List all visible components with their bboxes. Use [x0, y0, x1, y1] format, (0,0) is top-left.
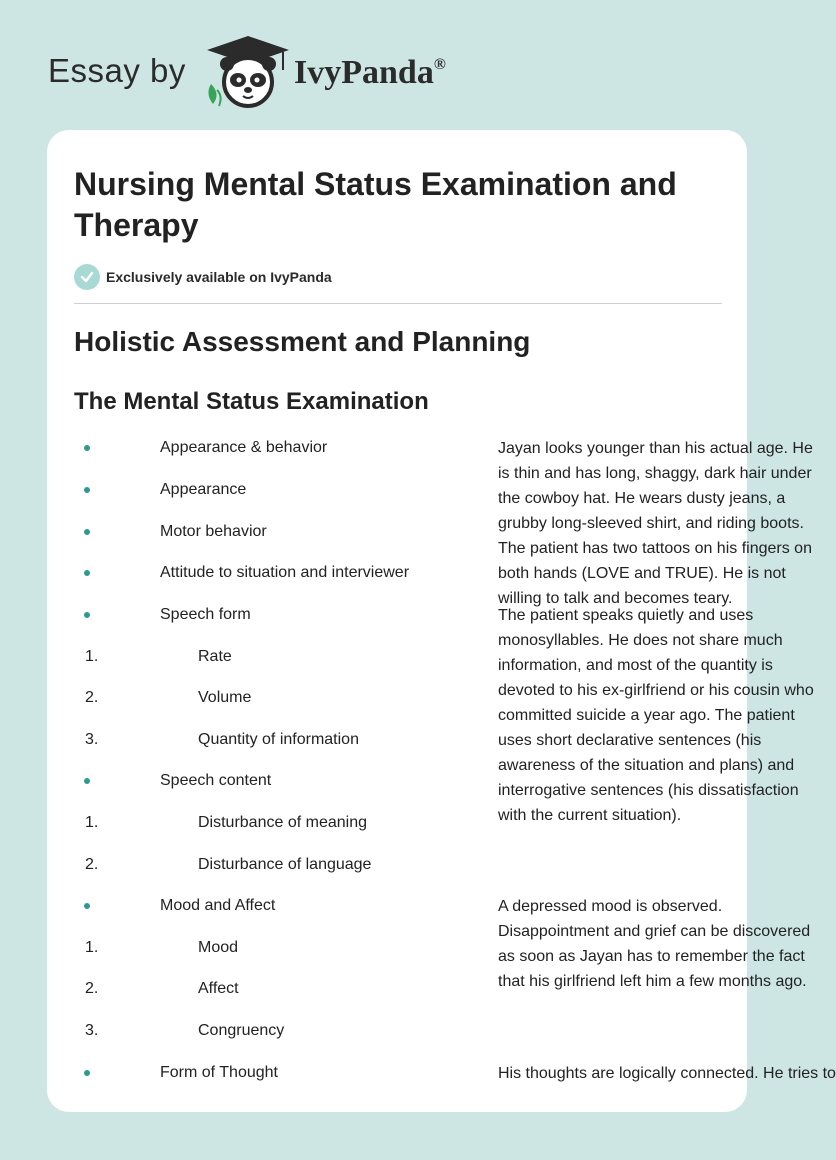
bullet — [84, 778, 90, 784]
panda-logo-icon — [203, 34, 293, 110]
description-mood: A depressed mood is observed. Disappointment and grief can be discovered as soon as Jayan has to remember the fact that his girlfriend left him a few months ago. — [498, 898, 811, 990]
description-thought: His thoughts are logically connected. He tries to — [498, 1065, 836, 1082]
bullet — [84, 1070, 90, 1076]
site-header — [48, 34, 548, 114]
bullet — [84, 487, 90, 493]
article-card: Nursing Mental Status Examination and Therapy Exclusively available on IvyPanda Holistic Assessment and Planning The Mental Status Examination Appearance & behavior Appearance Motor behavior Attitude to situation and interviewer Speech form 1. Rate 2. Volume 3. Quantity of information Speech content 1. Disturbance of meaning 2. Disturbance of language Mood and Affect 1. Mood 2. Affect 3. Congruency Form of Thought Jayan looks younger than his actual age. He is thin and has long, shaggy, dark hair under the cowboy hat. He wears dusty jeans, a grubby long-sleeved shirt, and riding boots. The patient has two tattoos on his fingers on both hands (LOVE and TRUE). He is not willing to talk and becomes teary. The patient speaks quietly and uses monosyllables. He does not share much information, and most of the quantity is devoted to his ex-girlfriend or his cousin who committed suicide a year ago. The patient uses short declarative sentences (his awareness of the situation and plans) and interrogative sentences (his dissatisfaction with the current situation). A depressed mood is observed. Disappointment and grief can be discovered as soon as Jayan has to remember the fact that his girlfriend left him a few months ago. His thoughts are logically connected. He tries to — [47, 130, 747, 1112]
bullet — [84, 445, 90, 451]
section-heading: Holistic Assessment and Planning — [74, 326, 531, 357]
bullet — [84, 612, 90, 618]
badge-text: Exclusively available on IvyPanda — [106, 269, 332, 285]
brand-name: IvyPanda® — [294, 54, 446, 91]
description-speech: The patient speaks quietly and uses monosyllables. He does not share much information, and most of the quantity is devoted to his ex-girlfriend or his cousin who committed suicide a year ago. The patient uses short declarative sentences (his awareness of the situation and plans) and interrogative sentences (his dissatisfaction with the current situation). — [498, 607, 814, 824]
bullet — [84, 529, 90, 535]
exclusive-badge — [74, 263, 332, 291]
page-title: Nursing Mental Status Examination and Therapy — [74, 166, 677, 243]
check-icon — [74, 264, 100, 290]
brand-prefix: Essay by — [48, 52, 186, 89]
bullet — [84, 903, 90, 909]
divider — [74, 303, 722, 304]
description-appearance: Jayan looks younger than his actual age. He is thin and has long, shaggy, dark hair under the cowboy hat. He wears dusty jeans, a grubby long-sleeved shirt, and riding boots. The patient has two tattoos on his fingers on both hands (LOVE and TRUE). He is not willing to talk and becomes teary. — [498, 440, 813, 607]
subsection-heading: The Mental Status Examination — [74, 388, 429, 415]
bullet — [84, 570, 90, 576]
